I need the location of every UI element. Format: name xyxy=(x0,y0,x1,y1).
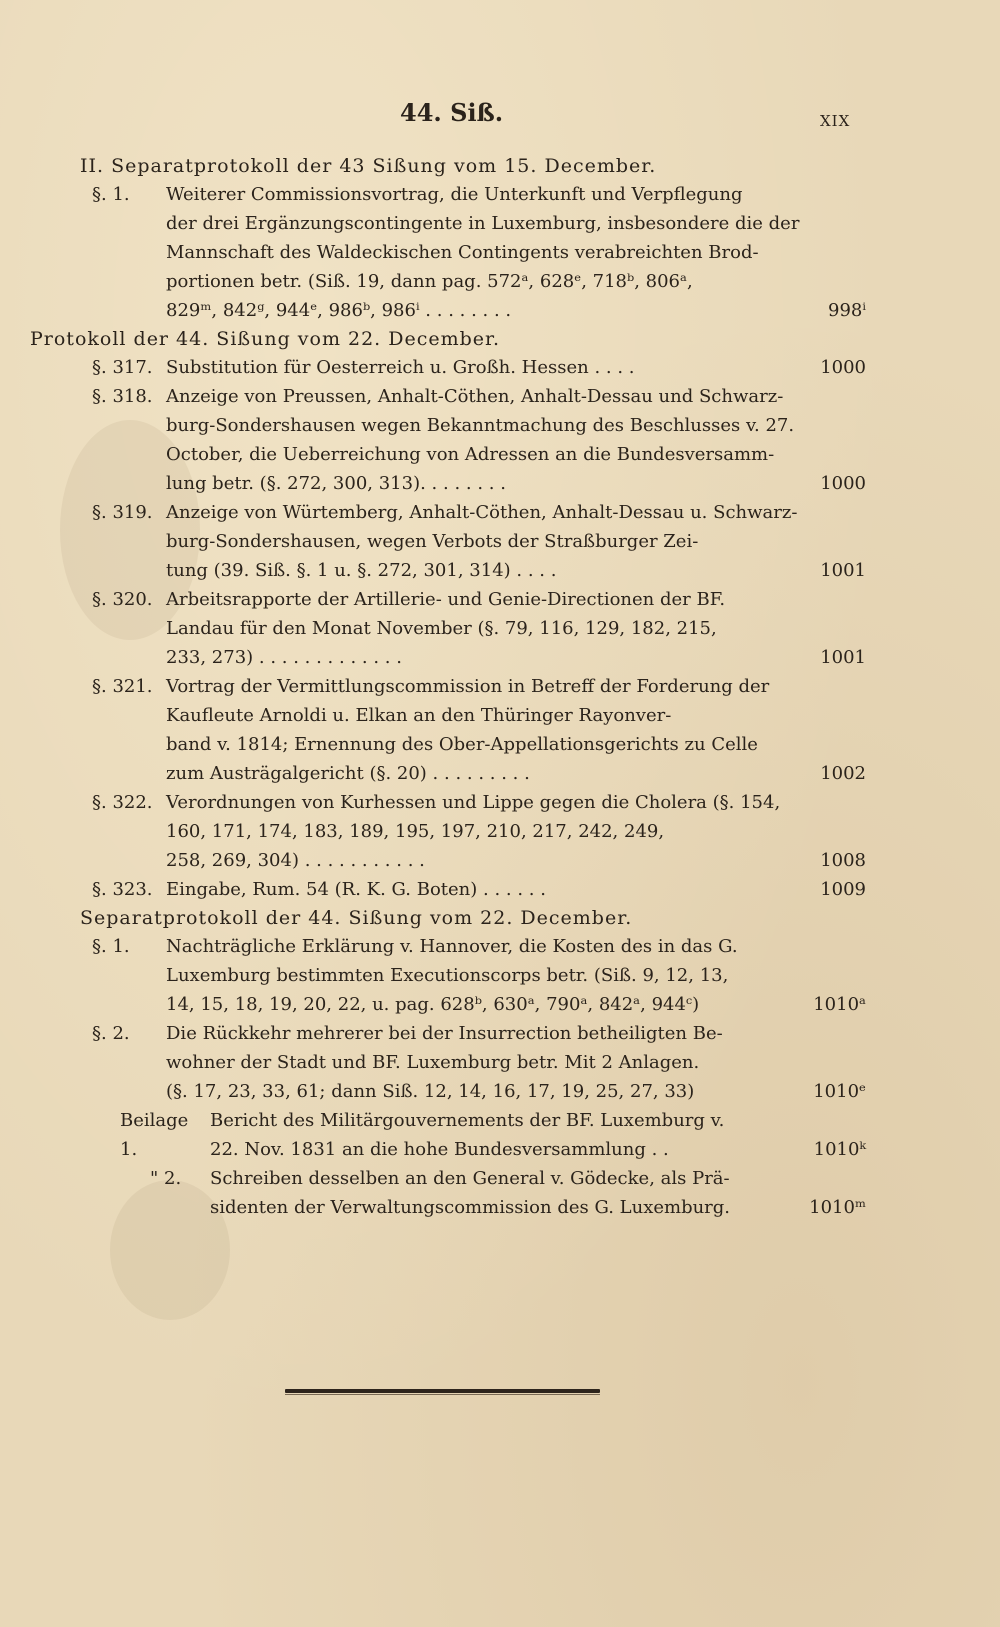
entry-text: wohner der Stadt und BF. Luxemburg betr. Mit 2 Anlagen. xyxy=(166,1052,700,1073)
entry-text: Landau für den Monat November (§. 79, 116, 129, 182, 215, xyxy=(166,618,717,639)
entry-text: October, die Ueberreichung von Adressen an die Bundesversamm- xyxy=(166,444,775,465)
toc-entry xyxy=(80,382,866,498)
entry-line xyxy=(166,672,860,701)
entry-text: Arbeitsrapporte der Artillerie- und Genie-Directionen der BF. xyxy=(166,589,726,610)
entry-text: Verordnungen von Kurhessen und Lippe gegen die Cholera (§. 154, xyxy=(166,792,781,813)
page-reference: 1008 xyxy=(820,850,866,871)
entry-body xyxy=(166,180,866,325)
entry-line xyxy=(166,643,866,672)
toc-entry xyxy=(80,353,866,382)
entry-body xyxy=(166,932,866,1019)
entry-text: 829ᵐ, 842ᵍ, 944ᵉ, 986ᵇ, 986ⁱ . . . . . . . . xyxy=(166,300,512,321)
entry-body xyxy=(166,875,866,904)
entry-text: der drei Ergänzungscontingente in Luxemburg, insbesondere die der xyxy=(166,213,800,234)
entry-text: 160, 171, 174, 183, 189, 195, 197, 210, 217, 242, 249, xyxy=(166,821,665,842)
entry-text: Kaufleute Arnoldi u. Elkan an den Thüringer Rayonver- xyxy=(166,705,672,726)
toc-entry xyxy=(80,1164,866,1222)
entry-body xyxy=(166,672,866,788)
entry-line xyxy=(166,209,860,238)
entry-number: §. 318. xyxy=(92,386,153,407)
toc-entry xyxy=(80,498,866,585)
page-header xyxy=(0,98,1000,138)
entry-line xyxy=(210,1106,860,1135)
entry-line xyxy=(166,411,860,440)
entry-number: §. 2. xyxy=(92,1023,130,1044)
entry-number: Beilage 1. xyxy=(120,1110,189,1160)
entry-body xyxy=(166,382,866,498)
entry-line xyxy=(166,296,866,325)
page-reference: 998ⁱ xyxy=(828,300,866,321)
toc-entry xyxy=(80,788,866,875)
entry-text: Eingabe, Rum. 54 (R. K. G. Boten) . . . . . . xyxy=(166,879,546,900)
entry-line xyxy=(166,701,860,730)
entry-body xyxy=(166,788,866,875)
entry-line xyxy=(166,846,866,875)
entry-line xyxy=(166,382,860,411)
entry-body xyxy=(210,1164,866,1222)
entry-number: §. 1. xyxy=(92,936,130,957)
entry-line xyxy=(166,1077,866,1106)
entry-body xyxy=(166,585,866,672)
entry-text: portionen betr. (Siß. 19, dann pag. 572ᵃ, 628ᵉ, 718ᵇ, 806ᵃ, xyxy=(166,271,693,292)
entry-text: 22. Nov. 1831 an die hohe Bundesversammlung . . xyxy=(210,1139,669,1160)
entry-line xyxy=(210,1135,866,1164)
entry-line xyxy=(166,469,866,498)
end-rule-thin xyxy=(285,1394,600,1395)
entry-number: " 2. xyxy=(150,1168,182,1189)
entry-line xyxy=(166,1048,860,1077)
entry-text: lung betr. (§. 272, 300, 313). . . . . . . . xyxy=(166,473,506,494)
entry-line xyxy=(210,1193,866,1222)
entry-text: zum Austrägalgericht (§. 20) . . . . . . . . . xyxy=(166,763,530,784)
toc-entry xyxy=(80,180,866,325)
entry-text: Nachträgliche Erklärung v. Hannover, die Kosten des in das G. xyxy=(166,936,738,957)
entry-body xyxy=(166,1019,866,1106)
entry-text: (§. 17, 23, 33, 61; dann Siß. 12, 14, 16, 17, 19, 25, 27, 33) xyxy=(166,1081,695,1102)
entry-text: tung (39. Siß. §. 1 u. §. 272, 301, 314) . . . . xyxy=(166,560,557,581)
entry-line xyxy=(166,730,860,759)
entry-line xyxy=(166,440,860,469)
entry-line xyxy=(166,875,866,904)
entry-body xyxy=(166,353,866,382)
entry-number: §. 320. xyxy=(92,589,153,610)
entry-text: Anzeige von Preussen, Anhalt-Cöthen, Anhalt-Dessau und Schwarz- xyxy=(166,386,784,407)
page-reference: 1001 xyxy=(820,647,866,668)
page-reference: 1001 xyxy=(820,560,866,581)
toc-entry xyxy=(80,1106,866,1164)
end-rule xyxy=(285,1389,600,1393)
entry-text: Anzeige von Würtemberg, Anhalt-Cöthen, Anhalt-Dessau u. Schwarz- xyxy=(166,502,798,523)
entry-text: burg-Sondershausen wegen Bekanntmachung des Beschlusses v. 27. xyxy=(166,415,795,436)
entry-line xyxy=(166,527,860,556)
entry-number: §. 321. xyxy=(92,676,153,697)
entry-line xyxy=(166,353,866,382)
entry-number: §. 1. xyxy=(92,184,130,205)
page-reference: 1010ᵐ xyxy=(809,1197,866,1218)
entry-text: Weiterer Commissionsvortrag, die Unterkunft und Verpflegung xyxy=(166,184,743,205)
table-of-contents xyxy=(30,152,866,1222)
entry-number: §. 319. xyxy=(92,502,153,523)
page-number: XIX xyxy=(820,112,851,130)
entry-line xyxy=(166,990,866,1019)
entry-line xyxy=(166,788,860,817)
entry-text: sidenten der Verwaltungscommission des G. Luxemburg. xyxy=(210,1197,731,1218)
entry-line xyxy=(166,932,860,961)
page-reference: 1010ᵉ xyxy=(813,1081,866,1102)
entry-body xyxy=(210,1106,866,1164)
page-reference: 1000 xyxy=(820,357,866,378)
entry-text: Substitution für Oesterreich u. Großh. Hessen . . . . xyxy=(166,357,635,378)
entry-number: §. 322. xyxy=(92,792,153,813)
entry-line xyxy=(166,267,860,296)
toc-entry xyxy=(80,932,866,1019)
entry-line xyxy=(210,1164,860,1193)
toc-entry xyxy=(80,875,866,904)
entry-line xyxy=(166,498,860,527)
entry-line xyxy=(166,238,860,267)
entry-line xyxy=(166,614,860,643)
page-title: 44. Siß. xyxy=(400,98,504,127)
page-reference: 1000 xyxy=(820,473,866,494)
section-heading: II. Separatprotokoll der 43 Sißung vom 15. December. xyxy=(80,155,657,177)
entry-line xyxy=(166,585,860,614)
entry-text: 233, 273) . . . . . . . . . . . . . xyxy=(166,647,402,668)
entry-number: §. 323. xyxy=(92,879,153,900)
entry-text: Luxemburg bestimmten Executionscorps betr. (Siß. 9, 12, 13, xyxy=(166,965,729,986)
entry-text: 258, 269, 304) . . . . . . . . . . . xyxy=(166,850,425,871)
page-reference: 1010ᵃ xyxy=(813,994,866,1015)
entry-number: §. 317. xyxy=(92,357,153,378)
toc-entry xyxy=(80,672,866,788)
entry-text: Vortrag der Vermittlungscommission in Betreff der Forderung der xyxy=(166,676,770,697)
entry-text: band v. 1814; Ernennung des Ober-Appellationsgerichts zu Celle xyxy=(166,734,758,755)
entry-text: Bericht des Militärgouvernements der BF. Luxemburg v. xyxy=(210,1110,725,1131)
entry-text: 14, 15, 18, 19, 20, 22, u. pag. 628ᵇ, 630ᵃ, 790ᵃ, 842ᵃ, 944ᶜ) xyxy=(166,994,700,1015)
entry-line xyxy=(166,759,866,788)
toc-entry xyxy=(80,585,866,672)
entry-text: burg-Sondershausen, wegen Verbots der Straßburger Zei- xyxy=(166,531,699,552)
section-heading: Separatprotokoll der 44. Sißung vom 22. December. xyxy=(80,907,633,929)
entry-line xyxy=(166,961,860,990)
entry-line xyxy=(166,180,860,209)
entry-line xyxy=(166,817,860,846)
entry-body xyxy=(166,498,866,585)
entry-text: Die Rückkehr mehrerer bei der Insurrection betheiligten Be- xyxy=(166,1023,723,1044)
entry-text: Mannschaft des Waldeckischen Contingents verabreichten Brod- xyxy=(166,242,759,263)
entry-line xyxy=(166,1019,860,1048)
section-heading: Protokoll der 44. Sißung vom 22. December. xyxy=(30,328,501,350)
entry-line xyxy=(166,556,866,585)
page-reference: 1010ᵏ xyxy=(813,1139,866,1160)
page-reference: 1009 xyxy=(820,879,866,900)
page-reference: 1002 xyxy=(820,763,866,784)
toc-entry xyxy=(80,1019,866,1106)
entry-text: Schreiben desselben an den General v. Gödecke, als Prä- xyxy=(210,1168,730,1189)
